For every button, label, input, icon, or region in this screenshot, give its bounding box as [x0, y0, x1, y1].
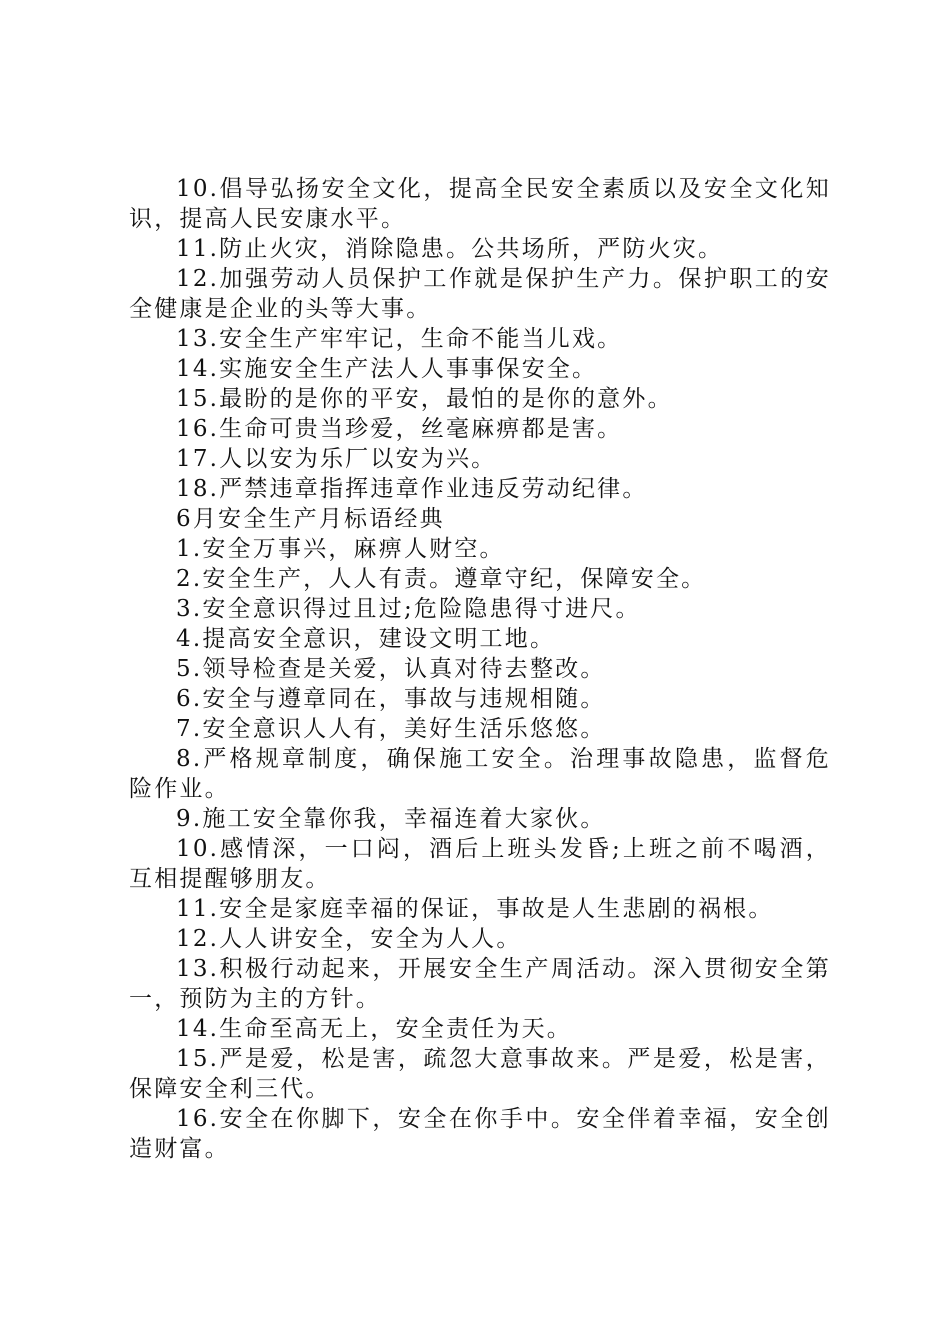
paragraph: 11.安全是家庭幸福的保证，事故是人生悲剧的祸根。 [176, 896, 774, 922]
paragraph: 10.感情深，一口闷，酒后上班头发昏;上班之前不喝酒，互相提醒够朋友。 [129, 836, 831, 892]
paragraph: 16.安全在你脚下，安全在你手中。安全伴着幸福，安全创造财富。 [129, 1106, 831, 1162]
section-heading: 6月安全生产月标语经典 [176, 506, 445, 532]
paragraph: 12.加强劳动人员保护工作就是保护生产力。保护职工的安全健康是企业的头等大事。 [129, 266, 831, 322]
paragraph: 8.严格规章制度，确保施工安全。治理事故隐患，监督危险作业。 [129, 746, 831, 802]
paragraph: 4.提高安全意识，建设文明工地。 [176, 626, 556, 652]
paragraph: 13.积极行动起来，开展安全生产周活动。深入贯彻安全第一，预防为主的方针。 [129, 956, 831, 1012]
paragraph: 7.安全意识人人有，美好生活乐悠悠。 [176, 716, 606, 742]
paragraph: 15.严是爱，松是害，疏忽大意事故来。严是爱，松是害，保障安全利三代。 [129, 1046, 831, 1102]
paragraph: 9.施工安全靠你我，幸福连着大家伙。 [176, 806, 606, 832]
paragraph: 12.人人讲安全，安全为人人。 [176, 926, 522, 952]
paragraph: 15.最盼的是你的平安，最怕的是你的意外。 [176, 386, 673, 412]
paragraph: 16.生命可贵当珍爱，丝毫麻痹都是害。 [176, 416, 623, 442]
paragraph: 6.安全与遵章同在，事故与违规相随。 [176, 686, 606, 712]
document-body [129, 174, 831, 1164]
paragraph: 14.实施安全生产法人人事事保安全。 [176, 356, 598, 382]
paragraph: 10.倡导弘扬安全文化，提高全民安全素质以及安全文化知识，提高人民安康水平。 [129, 176, 831, 232]
paragraph: 3.安全意识得过且过;危险隐患得寸进尺。 [176, 596, 641, 622]
paragraph: 11.防止火灾，消除隐患。公共场所，严防火灾。 [176, 236, 724, 262]
paragraph: 18.严禁违章指挥违章作业违反劳动纪律。 [176, 476, 648, 502]
paragraph: 13.安全生产牢牢记，生命不能当儿戏。 [176, 326, 623, 352]
paragraph: 2.安全生产，人人有责。遵章守纪，保障安全。 [176, 566, 707, 592]
paragraph: 1.安全万事兴，麻痹人财空。 [176, 536, 505, 562]
paragraph: 14.生命至高无上，安全责任为天。 [176, 1016, 572, 1042]
paragraph: 5.领导检查是关爱，认真对待去整改。 [176, 656, 606, 682]
paragraph: 17.人以安为乐厂以安为兴。 [176, 446, 497, 472]
